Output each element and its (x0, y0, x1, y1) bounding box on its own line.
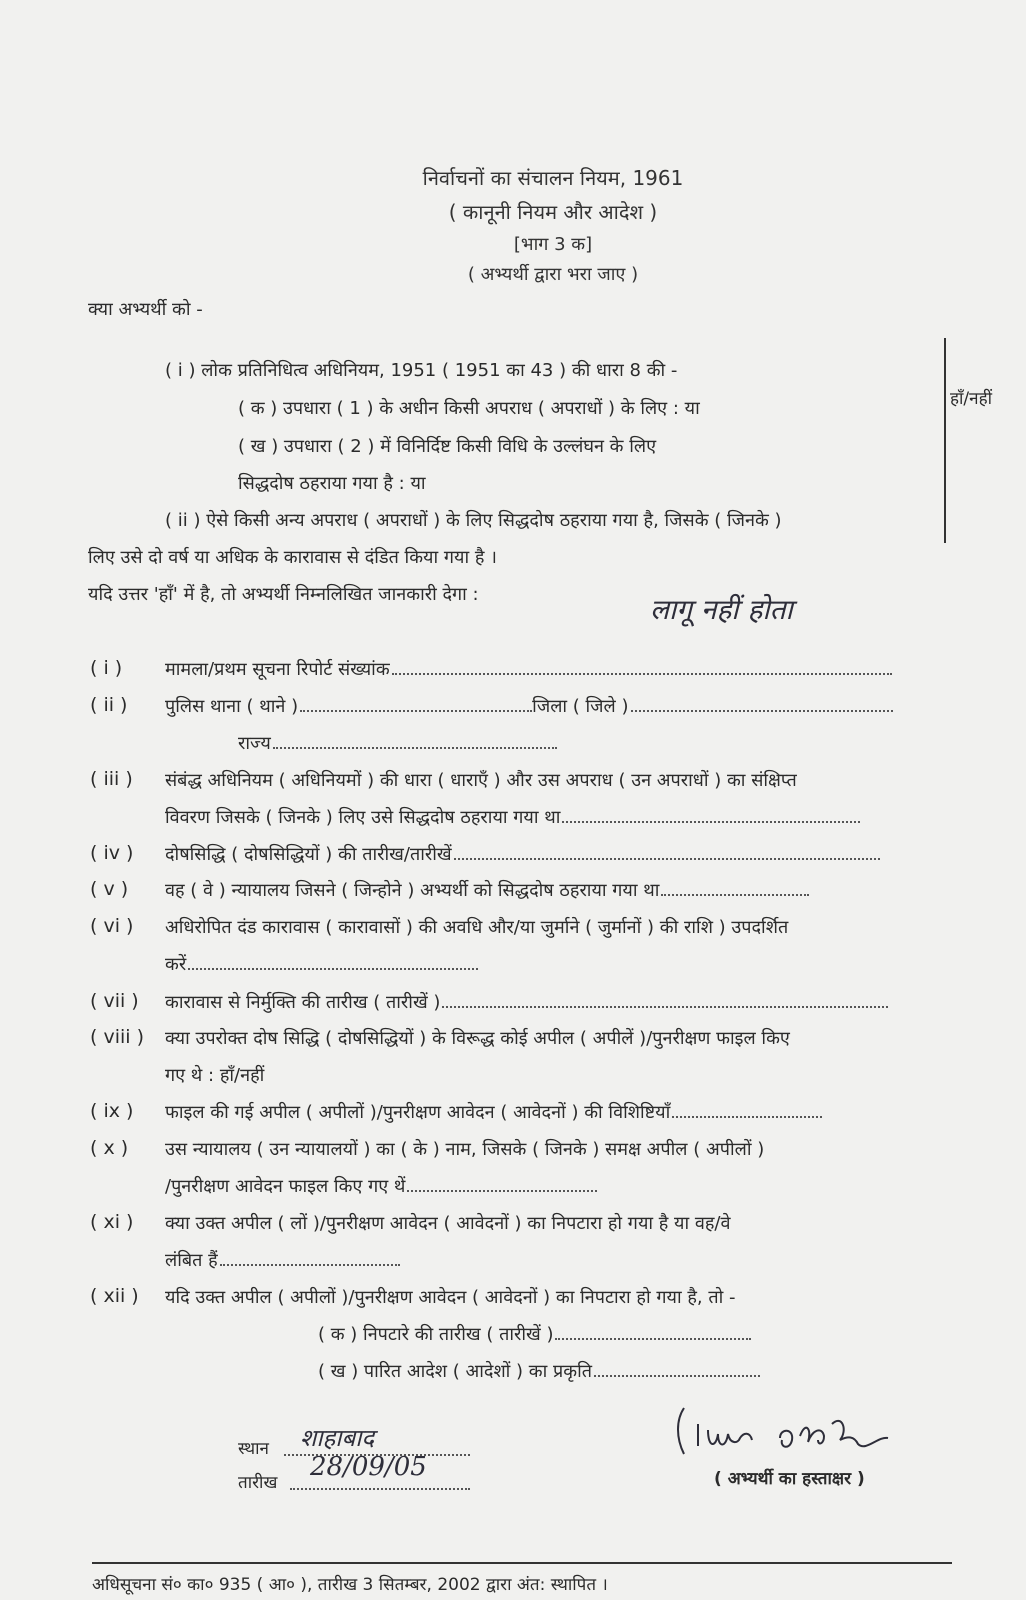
item-vi-text: अधिरोपित दंड कारावास ( कारावासों ) की अवधि और/या जुर्माने ( जुर्मानों ) की राशि ) उपदर्शित (165, 917, 789, 938)
fill-line (300, 696, 532, 712)
place-label: स्थान (238, 1439, 269, 1459)
clause-ii-line1: ( ii ) ऐसे किसी अन्य अपराध ( अपराधों ) के लिए सिद्धदोष ठहराया गया है, जिसके ( जिनके ) (165, 510, 782, 531)
date-label: तारीख (238, 1473, 278, 1493)
item-xii-a: ( क ) निपटारे की तारीख ( तारीखें ) (318, 1322, 751, 1346)
item-number-vii: ( vii ) (90, 990, 139, 1012)
item-iii-text: संबंद्ध अधिनियम ( अधिनियमों ) की धारा ( धाराएँ ) और उस अपराध ( उन अपराधों ) का संक्षिप्त (165, 770, 797, 791)
date-value: 28/09/05 (310, 1452, 427, 1482)
answer-column-divider (944, 338, 946, 543)
item-iii-text-2: विवरण जिसके ( जिनके ) लिए उसे सिद्धदोष ठहराया गया था (165, 805, 860, 829)
rules-subtitle: ( कानूनी नियम और आदेश ) (448, 200, 658, 224)
item-x-text-2: /पुनरीक्षण आवेदन फाइल किए गए थें (165, 1174, 597, 1198)
clause-i-b: ( ख ) उपधारा ( 2 ) में विनिर्दिष्ट किसी विधि के उल्लंघन के लिए (238, 436, 657, 457)
fill-line (220, 1250, 400, 1266)
footer-divider (92, 1562, 952, 1564)
fill-line (562, 807, 860, 823)
fill-note: ( अभ्यर्थी द्वारा भरा जाए ) (467, 264, 639, 285)
item-xii-b: ( ख ) पारित आदेश ( आदेशों ) का प्रकृति (318, 1359, 760, 1383)
item-number-vi: ( vi ) (90, 915, 134, 937)
item-number-x: ( x ) (90, 1137, 129, 1159)
fill-line (555, 1324, 751, 1340)
signature-label: ( अभ्यर्थी का हस्ताक्षर ) (714, 1469, 865, 1489)
item-xii-text: यदि उक्त अपील ( अपीलों )/पुनरीक्षण आवेदन ( आवेदनों ) का निपटारा हो गया है, तो - (165, 1287, 736, 1308)
item-vi-text-2: करें (165, 952, 478, 976)
item-number-v: ( v ) (90, 878, 129, 900)
item-xi-text: क्या उक्त अपील ( लों )/पुनरीक्षण आवेदन ( आवेदनों ) का निपटारा हो गया है या वह/वे (165, 1213, 731, 1234)
clause-i-a: ( क ) उपधारा ( 1 ) के अधीन किसी अपराध ( अपराधों ) के लिए : या (238, 398, 700, 419)
item-ii-state: राज्य (238, 731, 557, 755)
item-xi-text-2: लंबित हैं (165, 1248, 400, 1272)
item-v-text: वह ( वे ) न्यायालय जिसने ( जिन्होने ) अभ्यर्थी को सिद्धदोष ठहराया गया था (165, 878, 809, 902)
fill-line (407, 1176, 597, 1192)
fill-line (442, 992, 888, 1008)
item-iv-text: दोषसिद्धि ( दोषसिद्धियों ) की तारीख/तारीखें (165, 842, 880, 866)
fill-line (672, 1102, 822, 1118)
item-viii-text: क्या उपरोक्त दोष सिद्धि ( दोषसिद्धियों ) के विरूद्ध कोई अपील ( अपीलें )/पुनरीक्षण फाइल किए (165, 1028, 790, 1049)
place-value: शाहाबाद (300, 1424, 375, 1452)
fill-line (594, 1361, 760, 1377)
handwritten-not-applicable: लागू नहीं होता (650, 593, 793, 626)
if-yes-instruction: यदि उत्तर 'हाँ' में है, तो अभ्यर्थी निम्नलिखित जानकारी देगा : (88, 584, 479, 605)
item-number-xi: ( xi ) (90, 1211, 134, 1233)
item-number-viii: ( viii ) (90, 1026, 144, 1048)
item-ix-text: फाइल की गई अपील ( अपीलों )/पुनरीक्षण आवेदन ( आवेदनों ) की विशिष्टियाँ (165, 1100, 822, 1124)
fill-line (188, 954, 478, 970)
item-number-i: ( i ) (90, 657, 123, 679)
item-number-ii: ( ii ) (90, 694, 128, 716)
fill-line (631, 696, 893, 712)
clause-ii-line2: लिए उसे दो वर्ष या अधिक के कारावास से दंडित किया गया है । (88, 547, 497, 568)
item-ii-police-station: पुलिस थाना ( थाने ) जिला ( जिले ) (165, 694, 893, 718)
signature-scribble (672, 1400, 942, 1470)
fill-line (661, 880, 809, 896)
intro-text: क्या अभ्यर्थी को - (88, 299, 203, 320)
item-i-text: मामला/प्रथम सूचना रिपोर्ट संख्यांक (165, 657, 892, 681)
clause-i-c: सिद्धदोष ठहराया गया है : या (238, 473, 426, 494)
fill-line (273, 733, 557, 749)
footer-notification: अधिसूचना सं० का० 935 ( आ० ), तारीख 3 सितम्बर, 2002 द्वारा अंत: स्थापित । (92, 1575, 608, 1595)
item-number-ix: ( ix ) (90, 1100, 134, 1122)
rules-title: निर्वाचनों का संचालन नियम, 1961 (422, 166, 684, 190)
clause-i: ( i ) लोक प्रतिनिधित्व अधिनियम, 1951 ( 1951 का 43 ) की धारा 8 की - (165, 360, 678, 381)
fill-line (454, 844, 880, 860)
item-vii-text: कारावास से निर्मुक्ति की तारीख ( तारीखें ) (165, 990, 888, 1014)
fill-line (392, 659, 892, 675)
item-number-xii: ( xii ) (90, 1285, 139, 1307)
yes-no-answer: हाँ/नहीं (950, 389, 993, 409)
part-label: [भाग 3 क] (513, 234, 593, 255)
item-number-iii: ( iii ) (90, 768, 133, 790)
item-number-iv: ( iv ) (90, 842, 134, 864)
item-viii-text-2: गए थे : हाँ/नहीं (165, 1065, 265, 1086)
item-x-text: उस न्यायालय ( उन न्यायालयों ) का ( के ) नाम, जिसके ( जिनके ) समक्ष अपील ( अपीलों ) (165, 1139, 765, 1160)
